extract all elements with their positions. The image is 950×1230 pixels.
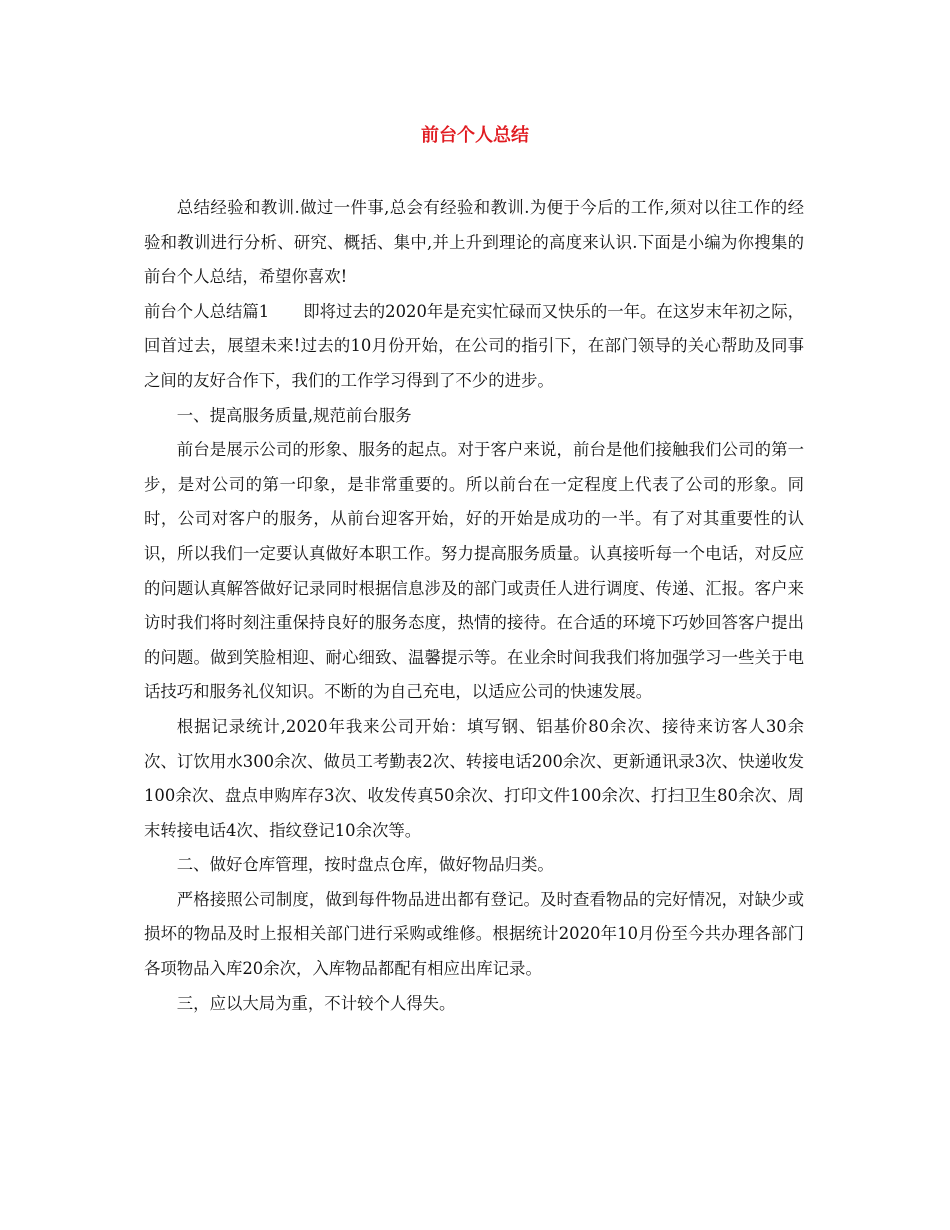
intro-paragraph: 总结经验和教训.做过一件事,总会有经验和教训.为便于今后的工作,须对以往工作的经验和教训进行分析、研究、概括、集中,并上升到理论的高度来认识.下面是小编为你搜集的前台个人总结，希望你喜欢!: [144, 198, 804, 287]
section2-paragraph-1: 严格接照公司制度，做到每件物品进出都有登记。及时查看物品的完好情况，对缺少或损坏的物品及时上报相关部门进行采购或维修。根据统计2020年10月份至今共办理各部门各项物品入库20余次，入库物品都配有相应出库记录。: [144, 889, 804, 979]
section1-paragraph-1: 前台是展示公司的形象、服务的起点。对于客户来说，前台是他们接触我们公司的第一步，是对公司的第一印象，是非常重要的。所以前台在一定程度上代表了公司的形象。同时，公司对客户的服务，从前台迎客开始，好的开始是成功的一半。有了对其重要性的认识，所以我们一定要认真做好本职工作。努力提高服务质量。认真接听每一个电话，对反应的问题认真解答做好记录同时根据信息涉及的部门或责任人进行调度、传递、汇报。客户来访时我们将时刻注重保持良好的服务态度，热情的接待。在合适的环境下巧妙回答客户提出的问题。做到笑脸相迎、耐心细致、温馨提示等。在业余时间我我们将加强学习一些关于电话技巧和服务礼仪知识。不断的为自己充电，以适应公司的快速发展。: [144, 440, 804, 702]
document-title: 前台个人总结: [421, 125, 529, 146]
part-opening: 即将过去的2020年是充实忙碌而又快乐的一年。在这岁末年初之际，回首过去，展望未来!过去的10月份开始，在公司的指引下，在部门领导的关心帮助及同事之间的友好合作下，我们的工作学习得到了不少的进步。: [144, 301, 804, 390]
section-heading-1: 一、提高服务质量,规范前台服务: [176, 405, 412, 425]
part-label: 前台个人总结篇1: [144, 301, 270, 321]
section-heading-3: 三，应以大局为重，不计较个人得失。: [176, 993, 456, 1013]
section1-paragraph-2: 根据记录统计,2020年我来公司开始：填写钢、铝基价80余次、接待来访客人30余次、订饮用水300余次、做员工考勤表2次、转接电话200余次、更新通讯录3次、快递收发100余次、盘点申购库存3次、收发传真50余次、打印文件100余次、打扫卫生80余次、周末转接电话4次、指纹登记10余次等。: [144, 716, 804, 840]
document-body: [144, 191, 804, 1021]
section-heading-2: 二、做好仓库管理，按时盘点仓库，做好物品归类。: [176, 855, 554, 875]
part-paragraph: [144, 295, 804, 399]
